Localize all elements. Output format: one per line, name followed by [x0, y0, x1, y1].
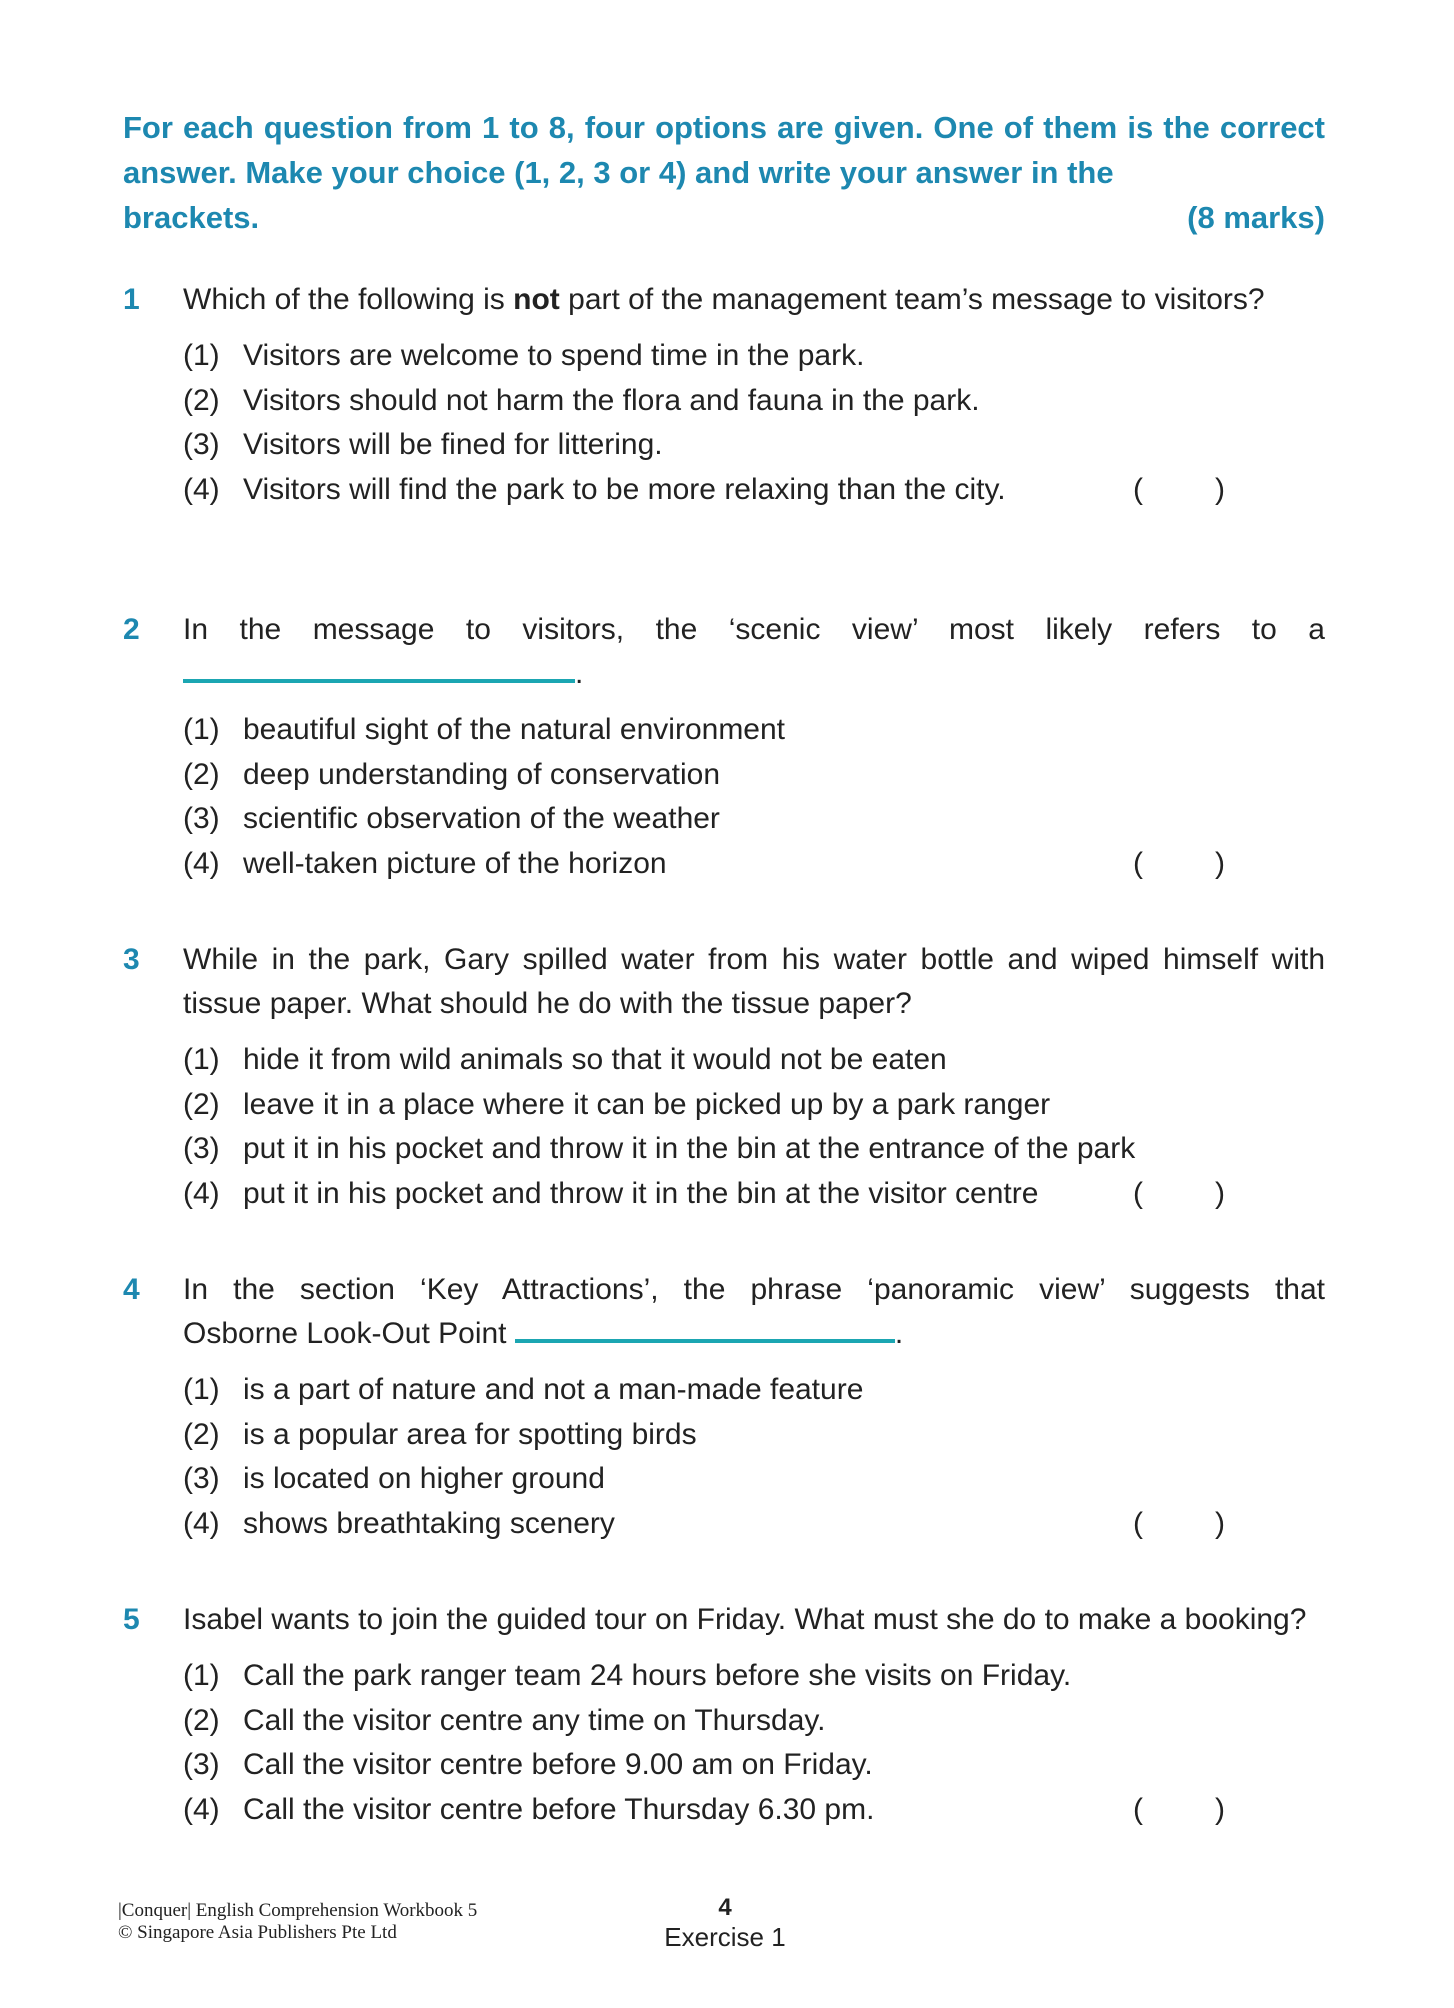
question-1 [123, 278, 1325, 512]
option-text: Call the park ranger team 24 hours before she visits on Friday. [243, 1659, 1072, 1692]
option-list [183, 1654, 1325, 1832]
option-2 [183, 1083, 1325, 1128]
bracket-open: ( [1133, 1792, 1143, 1826]
option-4 [183, 842, 1325, 887]
question-emphasis: not [513, 283, 560, 316]
answer-bracket[interactable] [1133, 1502, 1225, 1547]
question-2 [123, 608, 1325, 886]
option-label: (1) [183, 1043, 220, 1076]
instructions-marks-row [123, 195, 1325, 240]
option-1 [183, 708, 1325, 753]
bracket-close: ) [1215, 846, 1225, 880]
option-label: (4) [183, 846, 220, 880]
bracket-open: ( [1133, 846, 1143, 880]
option-label: (3) [183, 1462, 220, 1495]
option-3 [183, 423, 1325, 468]
bracket-close: ) [1215, 1792, 1225, 1826]
option-label: (4) [183, 1792, 220, 1826]
option-4 [183, 468, 1325, 513]
question-text: Isabel wants to join the guided tour on Friday. What must she do to make a booking? [183, 1603, 1307, 1636]
bracket-close: ) [1215, 1176, 1225, 1210]
option-4 [183, 1502, 1325, 1547]
option-list [183, 708, 1325, 886]
question-4 [123, 1268, 1325, 1546]
option-2 [183, 1699, 1325, 1744]
option-text: scientific observation of the weather [243, 802, 720, 835]
option-label: (3) [183, 428, 220, 461]
option-2 [183, 753, 1325, 798]
option-3 [183, 1127, 1325, 1172]
marks-label: (8 marks) [1187, 200, 1325, 235]
option-3 [183, 1743, 1325, 1788]
option-label: (3) [183, 802, 220, 835]
option-text: Call the visitor centre any time on Thursday. [243, 1703, 826, 1737]
page-number: 4 [718, 1894, 732, 1921]
bracket-open: ( [1133, 472, 1143, 506]
answer-bracket[interactable] [1133, 1788, 1225, 1833]
option-label: (4) [183, 472, 220, 506]
instructions-text: For each question from 1 to 8, four options are given. One of them is the correct answer. Make your choice (1, 2, 3 or 4) and write your answer in the [123, 110, 1325, 190]
option-label: (4) [183, 1176, 220, 1210]
option-text: Call the visitor centre before 9.00 am on Friday. [243, 1748, 873, 1781]
option-text: well-taken picture of the horizon [243, 846, 667, 880]
section-instructions [123, 105, 1325, 240]
fill-in-blank[interactable] [515, 1315, 895, 1343]
option-text: deep understanding of conservation [243, 757, 721, 791]
copyright: © Singapore Asia Publishers Pte Ltd [118, 1922, 397, 1943]
option-label: (1) [183, 713, 220, 746]
option-4 [183, 1172, 1325, 1217]
option-label: (1) [183, 1659, 220, 1692]
question-text-line-1: In the section ‘Key Attractions’, the phrase ‘panoramic view’ suggests that [183, 1273, 1325, 1306]
option-text: is located on higher ground [243, 1462, 605, 1495]
bracket-close: ) [1215, 472, 1225, 506]
question-number: 2 [123, 613, 140, 646]
option-list [183, 334, 1325, 512]
bracket-close: ) [1215, 1506, 1225, 1540]
option-label: (2) [183, 1703, 220, 1737]
footer-publisher [118, 1900, 477, 1944]
question-3 [123, 938, 1325, 1216]
question-text [183, 278, 1325, 322]
question-text-part: Osborne Look-Out Point [183, 1317, 507, 1350]
option-text: beautiful sight of the natural environment [243, 713, 786, 746]
option-text: leave it in a place where it can be picked up by a park ranger [243, 1087, 1051, 1121]
option-1 [183, 334, 1325, 379]
answer-blank-row [183, 652, 1325, 696]
blank-suffix: . [894, 1317, 904, 1350]
option-text: put it in his pocket and throw it in the bin at the entrance of the park [243, 1132, 1136, 1165]
answer-bracket[interactable] [1133, 468, 1225, 513]
option-label: (2) [183, 1417, 220, 1451]
option-text: Visitors will be fined for littering. [243, 428, 663, 461]
option-2 [183, 1413, 1325, 1458]
option-label: (1) [183, 339, 220, 372]
option-label: (2) [183, 757, 220, 791]
option-label: (3) [183, 1132, 220, 1165]
question-text-line-2 [183, 1312, 1325, 1356]
option-list [183, 1368, 1325, 1546]
option-3 [183, 797, 1325, 842]
option-label: (4) [183, 1506, 220, 1540]
question-number: 4 [123, 1273, 140, 1306]
option-label: (3) [183, 1748, 220, 1781]
option-label: (2) [183, 1087, 220, 1121]
blank-suffix: . [575, 657, 584, 690]
instructions-last-line: brackets. [123, 200, 260, 235]
bracket-open: ( [1133, 1176, 1143, 1210]
option-text: Call the visitor centre before Thursday 6.30 pm. [243, 1792, 875, 1826]
option-text: is a popular area for spotting birds [243, 1417, 697, 1451]
bracket-open: ( [1133, 1506, 1143, 1540]
question-number: 3 [123, 943, 140, 976]
option-text: hide it from wild animals so that it would not be eaten [243, 1043, 947, 1076]
exercise-label: Exercise 1 [664, 1922, 786, 1952]
option-text: Visitors are welcome to spend time in the park. [243, 339, 865, 372]
question-text: While in the park, Gary spilled water from his water bottle and wiped himself with tissue paper. What should he do with the tissue paper? [183, 943, 1325, 1020]
option-text: Visitors should not harm the flora and fauna in the park. [243, 383, 980, 417]
question-5 [123, 1598, 1325, 1832]
option-list [183, 1038, 1325, 1216]
question-text-part: Which of the following is [183, 283, 514, 316]
question-text: In the message to visitors, the ‘scenic view’ most likely refers to a [183, 613, 1325, 646]
answer-bracket[interactable] [1133, 842, 1225, 887]
option-2 [183, 379, 1325, 424]
option-3 [183, 1457, 1325, 1502]
option-text: put it in his pocket and throw it in the bin at the visitor centre [243, 1176, 1039, 1210]
option-text: Visitors will find the park to be more relaxing than the city. [243, 472, 1006, 506]
option-text: is a part of nature and not a man-made feature [243, 1373, 864, 1406]
question-number: 5 [123, 1603, 140, 1636]
footer-page-info [620, 1894, 830, 1952]
question-text-part: part of the management team’s message to visitors? [559, 283, 1265, 316]
fill-in-blank[interactable] [183, 655, 575, 683]
option-label: (1) [183, 1373, 220, 1406]
question-number: 1 [123, 283, 140, 316]
option-1 [183, 1654, 1325, 1699]
option-label: (2) [183, 383, 220, 417]
option-1 [183, 1368, 1325, 1413]
answer-bracket[interactable] [1133, 1172, 1225, 1217]
option-1 [183, 1038, 1325, 1083]
book-title: |Conquer| English Comprehension Workbook 5 [118, 1900, 478, 1921]
option-text: shows breathtaking scenery [243, 1506, 615, 1540]
option-4 [183, 1788, 1325, 1833]
